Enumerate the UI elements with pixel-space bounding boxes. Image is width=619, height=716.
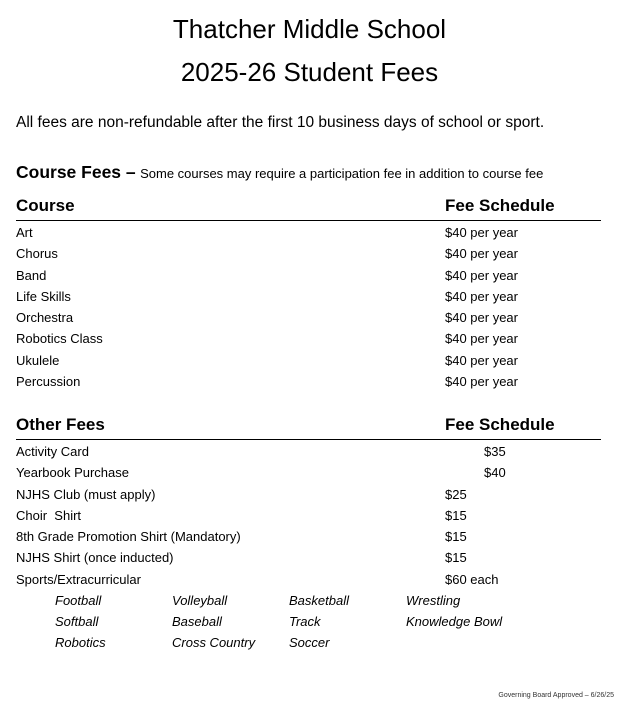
fee-item-name: Sports/Extracurricular <box>16 571 141 587</box>
fee-item-name: 8th Grade Promotion Shirt (Mandatory) <box>16 529 241 545</box>
course-fee: $40 per year <box>445 225 518 240</box>
fee-item-name: NJHS Club (must apply) <box>16 486 156 502</box>
course-name: Life Skills <box>16 288 71 304</box>
course-name: Art <box>16 225 33 240</box>
fee-column-header: Fee Schedule <box>445 196 555 215</box>
fee-item-amount: $35 <box>484 444 506 459</box>
other-fees-column-header: Other Fees <box>16 415 105 434</box>
table-row <box>16 505 601 526</box>
sports-list <box>55 590 555 653</box>
table-row <box>16 462 601 483</box>
sport-item: Softball <box>55 614 99 629</box>
course-name: Ukulele <box>16 352 60 368</box>
sport-item: Knowledge Bowl <box>406 614 503 629</box>
sport-item: Basketball <box>289 593 349 608</box>
sport-item: Football <box>55 593 102 608</box>
fee-item-amount: $15 <box>445 550 467 566</box>
course-fees-intro <box>16 162 543 183</box>
table-row <box>16 286 601 307</box>
sports-row <box>55 590 555 611</box>
other-fees-table-header <box>16 414 601 440</box>
fee-item-name: NJHS Shirt (once inducted) <box>16 550 174 566</box>
sport-item: Baseball <box>172 614 222 629</box>
course-table-header <box>16 195 601 221</box>
fee-column-header: Fee Schedule <box>445 415 555 434</box>
course-fee: $40 per year <box>445 246 518 262</box>
course-name: Percussion <box>16 374 81 390</box>
course-fees-heading: Course Fees – <box>16 162 136 182</box>
course-name: Robotics Class <box>16 331 103 347</box>
course-fee: $40 per year <box>445 352 518 368</box>
page-subtitle: 2025-26 Student Fees <box>180 57 439 87</box>
table-row <box>16 243 601 264</box>
table-row <box>16 328 601 349</box>
table-row <box>16 222 601 243</box>
fee-item-amount: $40 <box>484 465 506 481</box>
fee-item-name: Activity Card <box>16 444 89 459</box>
table-row <box>16 569 601 590</box>
fee-item-name: Choir Shirt <box>16 507 82 523</box>
table-row <box>16 371 601 392</box>
sport-item: Volleyball <box>172 593 228 608</box>
course-fee: $40 per year <box>445 374 518 390</box>
sport-item: Soccer <box>289 635 330 650</box>
other-fees-list <box>16 441 601 590</box>
course-name: Chorus <box>16 246 58 262</box>
table-row <box>16 484 601 505</box>
table-row <box>16 307 601 328</box>
course-fee: $40 per year <box>445 267 518 283</box>
fee-item-name: Yearbook Purchase <box>16 465 129 481</box>
sport-item: Track <box>289 614 321 629</box>
page-title: Thatcher Middle School <box>172 14 447 44</box>
fee-item-amount: $15 <box>445 507 467 523</box>
fee-item-amount: $15 <box>445 529 467 545</box>
sports-row <box>55 611 555 632</box>
course-name: Orchestra <box>16 310 74 326</box>
refund-notice: All fees are non-refundable after the first 10 business days of school or sport. <box>16 114 545 131</box>
sport-item: Robotics <box>55 635 106 650</box>
course-fee: $40 per year <box>445 288 518 304</box>
approval-footer: Governing Board Approved – 6/26/25 <box>498 692 614 699</box>
sports-row <box>55 632 555 653</box>
fee-item-amount: $25 <box>445 486 467 502</box>
course-fee: $40 per year <box>445 310 518 326</box>
table-row <box>16 441 601 462</box>
course-column-header: Course <box>16 196 75 215</box>
table-row <box>16 350 601 371</box>
table-row <box>16 547 601 568</box>
sport-item: Wrestling <box>406 593 461 608</box>
course-name: Band <box>16 267 47 283</box>
course-fee: $40 per year <box>445 331 518 347</box>
course-list <box>16 222 601 392</box>
sport-item: Cross Country <box>172 635 256 650</box>
course-fees-note: Some courses may require a participation fee in addition to course fee <box>140 166 544 181</box>
fee-item-amount: $60 each <box>445 571 499 587</box>
table-row <box>16 265 601 286</box>
table-row <box>16 526 601 547</box>
